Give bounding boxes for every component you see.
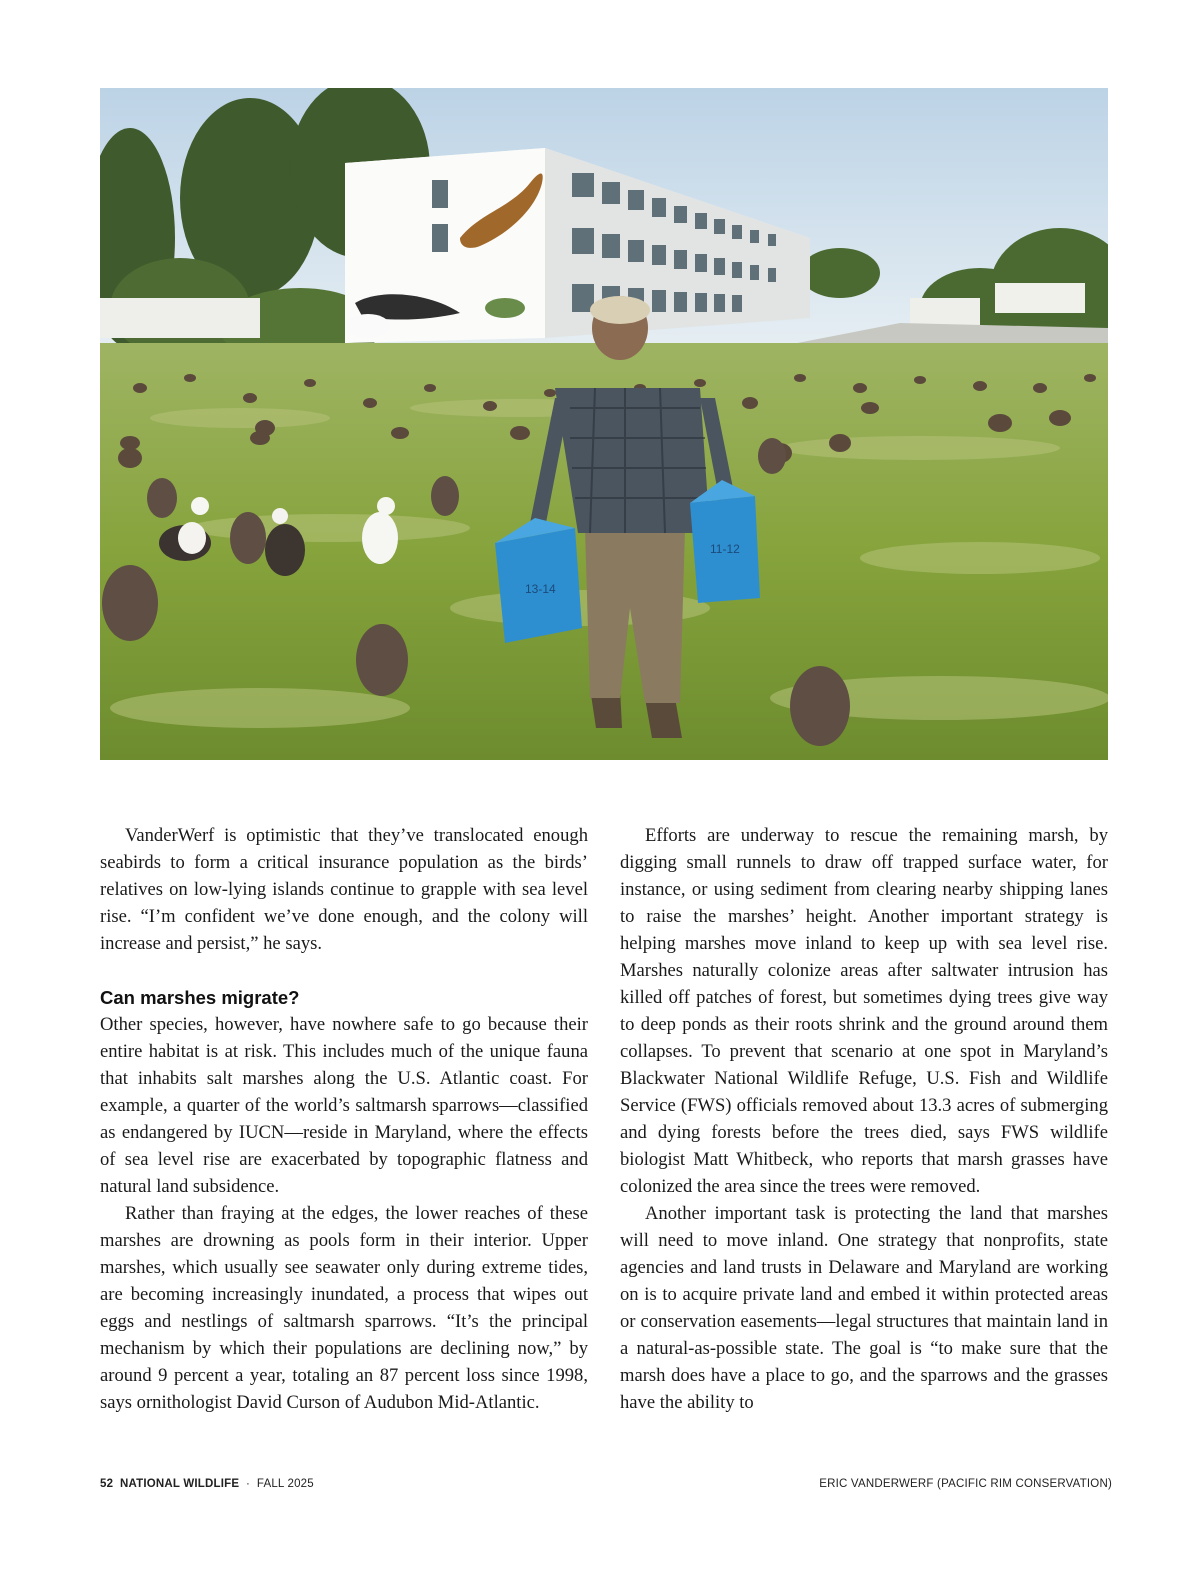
side-building	[100, 298, 260, 338]
body-paragraph: VanderWerf is optimistic that they’ve translocated enough seabirds to form a critical insurance population as the birds’ relatives on low-lying islands continue to grapple with sea level rise. “I’m confident we’ve done enough, and the colony will increase and persist,” he says.	[100, 825, 588, 954]
photo-credit: ERIC VANDERWERF (PACIFIC RIM CONSERVATION)	[819, 1478, 1112, 1490]
page-footer	[100, 1478, 1112, 1494]
article-column-left	[100, 822, 588, 1416]
article-photo	[100, 88, 1108, 760]
side-building	[995, 283, 1085, 313]
article-column-right	[620, 822, 1108, 1416]
box-label-right: 11-12	[710, 542, 740, 556]
issue-date: FALL 2025	[256, 1478, 314, 1490]
page-number: 52	[100, 1478, 114, 1490]
section-heading: Can marshes migrate?	[100, 987, 300, 1008]
body-paragraph: Rather than fraying at the edges, the lower reaches of these marshes are drowning as pools form in their interior. Upper marshes, which usually see seawater only during extreme tides, are becoming increasingly inundated, a process that wipes out eggs and nestlings of saltmarsh sparrows. “It’s the principal mechanism by which their populations are declining now,” by around 9 percent a year, totaling an 87 percent loss since 1998, says ornithologist David Curson of Audubon Mid-Atlantic.	[100, 1203, 588, 1413]
body-paragraph: Efforts are underway to rescue the remaining marsh, by digging small runnels to draw off trapped surface water, for instance, or using sediment from clearing nearby shipping lanes to raise the marshes’ height. Another important strategy is helping marshes move inland to keep up with sea level rise. Marshes naturally colonize areas after saltwater intrusion has killed off patches of forest, but sometimes dying trees give way to deep ponds as their roots shrink and the ground around them collapses. To prevent that scenario at one spot in Maryland’s Blackwater National Wildlife Refuge, U.S. Fish and Wildlife Service (FWS) officials removed about 13.3 acres of submerging and dying forests before the trees died, says FWS wildlife biologist Matt Whitbeck, who reports that marsh grasses have colonized the area since the trees were removed.	[620, 825, 1108, 1197]
magazine-name: NATIONAL WILDLIFE	[120, 1478, 240, 1490]
folio-separator: ·	[246, 1478, 251, 1490]
albatross-colony-illustration	[100, 88, 1108, 760]
body-paragraph: Another important task is protecting the land that marshes will need to move inland. One strategy that nonprofits, state agencies and land trusts in Delaware and Maryland are working on is to acquire private land and embed it within protected areas or conservation easements—legal structures that maintain land in a natural-as-possible state. The goal is “to make sure that the marsh does have a place to go, and the sparrows and the grasses have the ability to	[620, 1203, 1108, 1413]
box-label-left: 13-14	[525, 582, 556, 596]
body-paragraph: Other species, however, have nowhere safe to go because their entire habitat is at risk. This includes much of the unique fauna that inhabits salt marshes along the U.S. Atlantic coast. For example, a quarter of the world’s saltmarsh sparrows—classified as endangered by IUCN—reside in Maryland, where the effects of sea level rise are exacerbated by topographic flatness and natural land subsidence.	[100, 1014, 588, 1197]
folio	[100, 1478, 314, 1490]
